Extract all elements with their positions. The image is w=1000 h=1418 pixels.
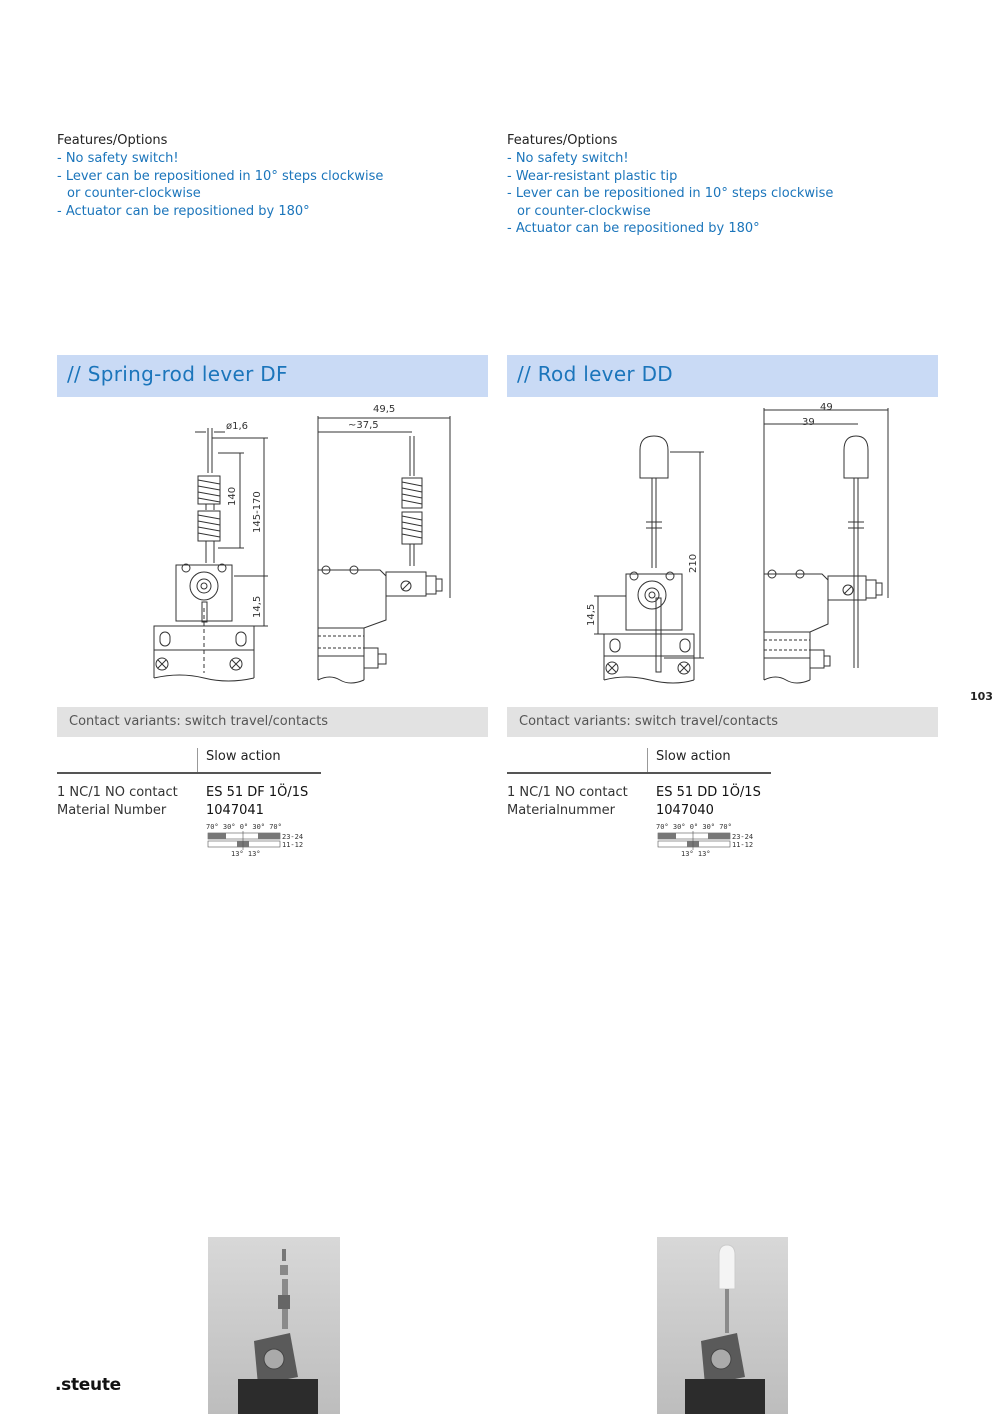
left-front-view — [154, 428, 268, 681]
left-product-image — [208, 1237, 340, 1414]
left-model-number: ES 51 DF 1Ö/1S — [206, 785, 309, 800]
left-section-banner — [57, 355, 488, 397]
left-dim-base: 14,5 — [252, 595, 263, 618]
right-col-header: Slow action — [656, 749, 731, 764]
left-material-number: 1047041 — [206, 803, 264, 818]
travel-contact-nc: 11-12 — [282, 841, 304, 849]
right-material-number: 1047040 — [656, 803, 714, 818]
right-feature-item: - Lever can be repositioned in 10° steps clockwise or counter-clockwise — [507, 186, 834, 219]
right-table-rule — [507, 772, 771, 774]
right-technical-drawing — [580, 398, 900, 688]
right-col-divider — [647, 748, 648, 772]
right-section-banner — [507, 355, 938, 397]
right-contacts-bar-label: Contact variants: switch travel/contacts — [519, 714, 779, 729]
right-contacts-bar — [507, 707, 938, 737]
left-col-divider — [197, 748, 198, 772]
right-side-view — [764, 408, 888, 683]
right-feature-item: - Actuator can be repositioned by 180° — [507, 221, 760, 237]
travel-contact-no: 23-24 — [282, 833, 304, 841]
left-features-title: Features/Options — [57, 133, 168, 148]
travel-angles-bottom: 13° 13° — [681, 850, 711, 858]
right-row-label-material: Materialnummer — [507, 803, 615, 818]
right-switch-travel-diagram — [656, 822, 766, 860]
left-section-title: // Spring-rod lever DF — [67, 362, 288, 386]
travel-angles-bottom: 13° 13° — [231, 850, 261, 858]
left-feature-item: - Actuator can be repositioned by 180° — [57, 203, 310, 219]
right-features-title: Features/Options — [507, 133, 618, 148]
left-col-header: Slow action — [206, 749, 281, 764]
right-section-title: // Rod lever DD — [517, 362, 674, 386]
right-product-photo — [657, 1237, 788, 1414]
left-table-rule — [57, 772, 321, 774]
travel-contact-no: 23-24 — [732, 833, 754, 841]
right-dim-length: 210 — [688, 553, 699, 573]
travel-contact-nc: 11-12 — [732, 841, 754, 849]
right-row-label-contact: 1 NC/1 NO contact — [507, 785, 628, 800]
page-number: 103 — [970, 690, 993, 703]
left-feature-item: - Lever can be repositioned in 10° steps clockwise or counter-clockwise — [57, 168, 384, 202]
right-dim-base: 14,5 — [586, 603, 597, 626]
right-product-image — [657, 1237, 788, 1414]
right-dim-width: 49 — [820, 402, 833, 413]
left-feature-item: - No safety switch! — [57, 151, 179, 166]
left-dim-offset: ~37,5 — [348, 420, 379, 431]
right-model-number: ES 51 DD 1Ö/1S — [656, 785, 761, 800]
left-row-label-material: Material Number — [57, 803, 167, 818]
left-side-view — [318, 416, 450, 683]
right-feature-item: - No safety switch! — [507, 151, 629, 166]
travel-angles-top: 70° 30° 0° 30° 70° — [206, 823, 282, 831]
left-dim-diameter: ø1,6 — [226, 421, 249, 432]
steute-logo: .steute — [55, 1375, 121, 1395]
right-feature-item: - Wear-resistant plastic tip — [507, 168, 678, 184]
left-row-label-contact: 1 NC/1 NO contact — [57, 785, 178, 800]
left-product-photo — [208, 1237, 340, 1414]
left-dim-width: 49,5 — [373, 404, 396, 415]
left-technical-drawing — [140, 398, 470, 688]
right-dim-offset: 39 — [802, 417, 815, 428]
left-contacts-bar-label: Contact variants: switch travel/contacts — [69, 714, 329, 729]
left-contacts-bar — [57, 707, 488, 737]
left-switch-travel-diagram — [206, 822, 316, 860]
left-dim-length: 145-170 — [252, 491, 263, 533]
left-features-list — [57, 150, 397, 220]
right-features-list — [507, 150, 847, 238]
travel-angles-top: 70° 30° 0° 30° 70° — [656, 823, 732, 831]
left-dim-spring: 140 — [227, 486, 238, 506]
